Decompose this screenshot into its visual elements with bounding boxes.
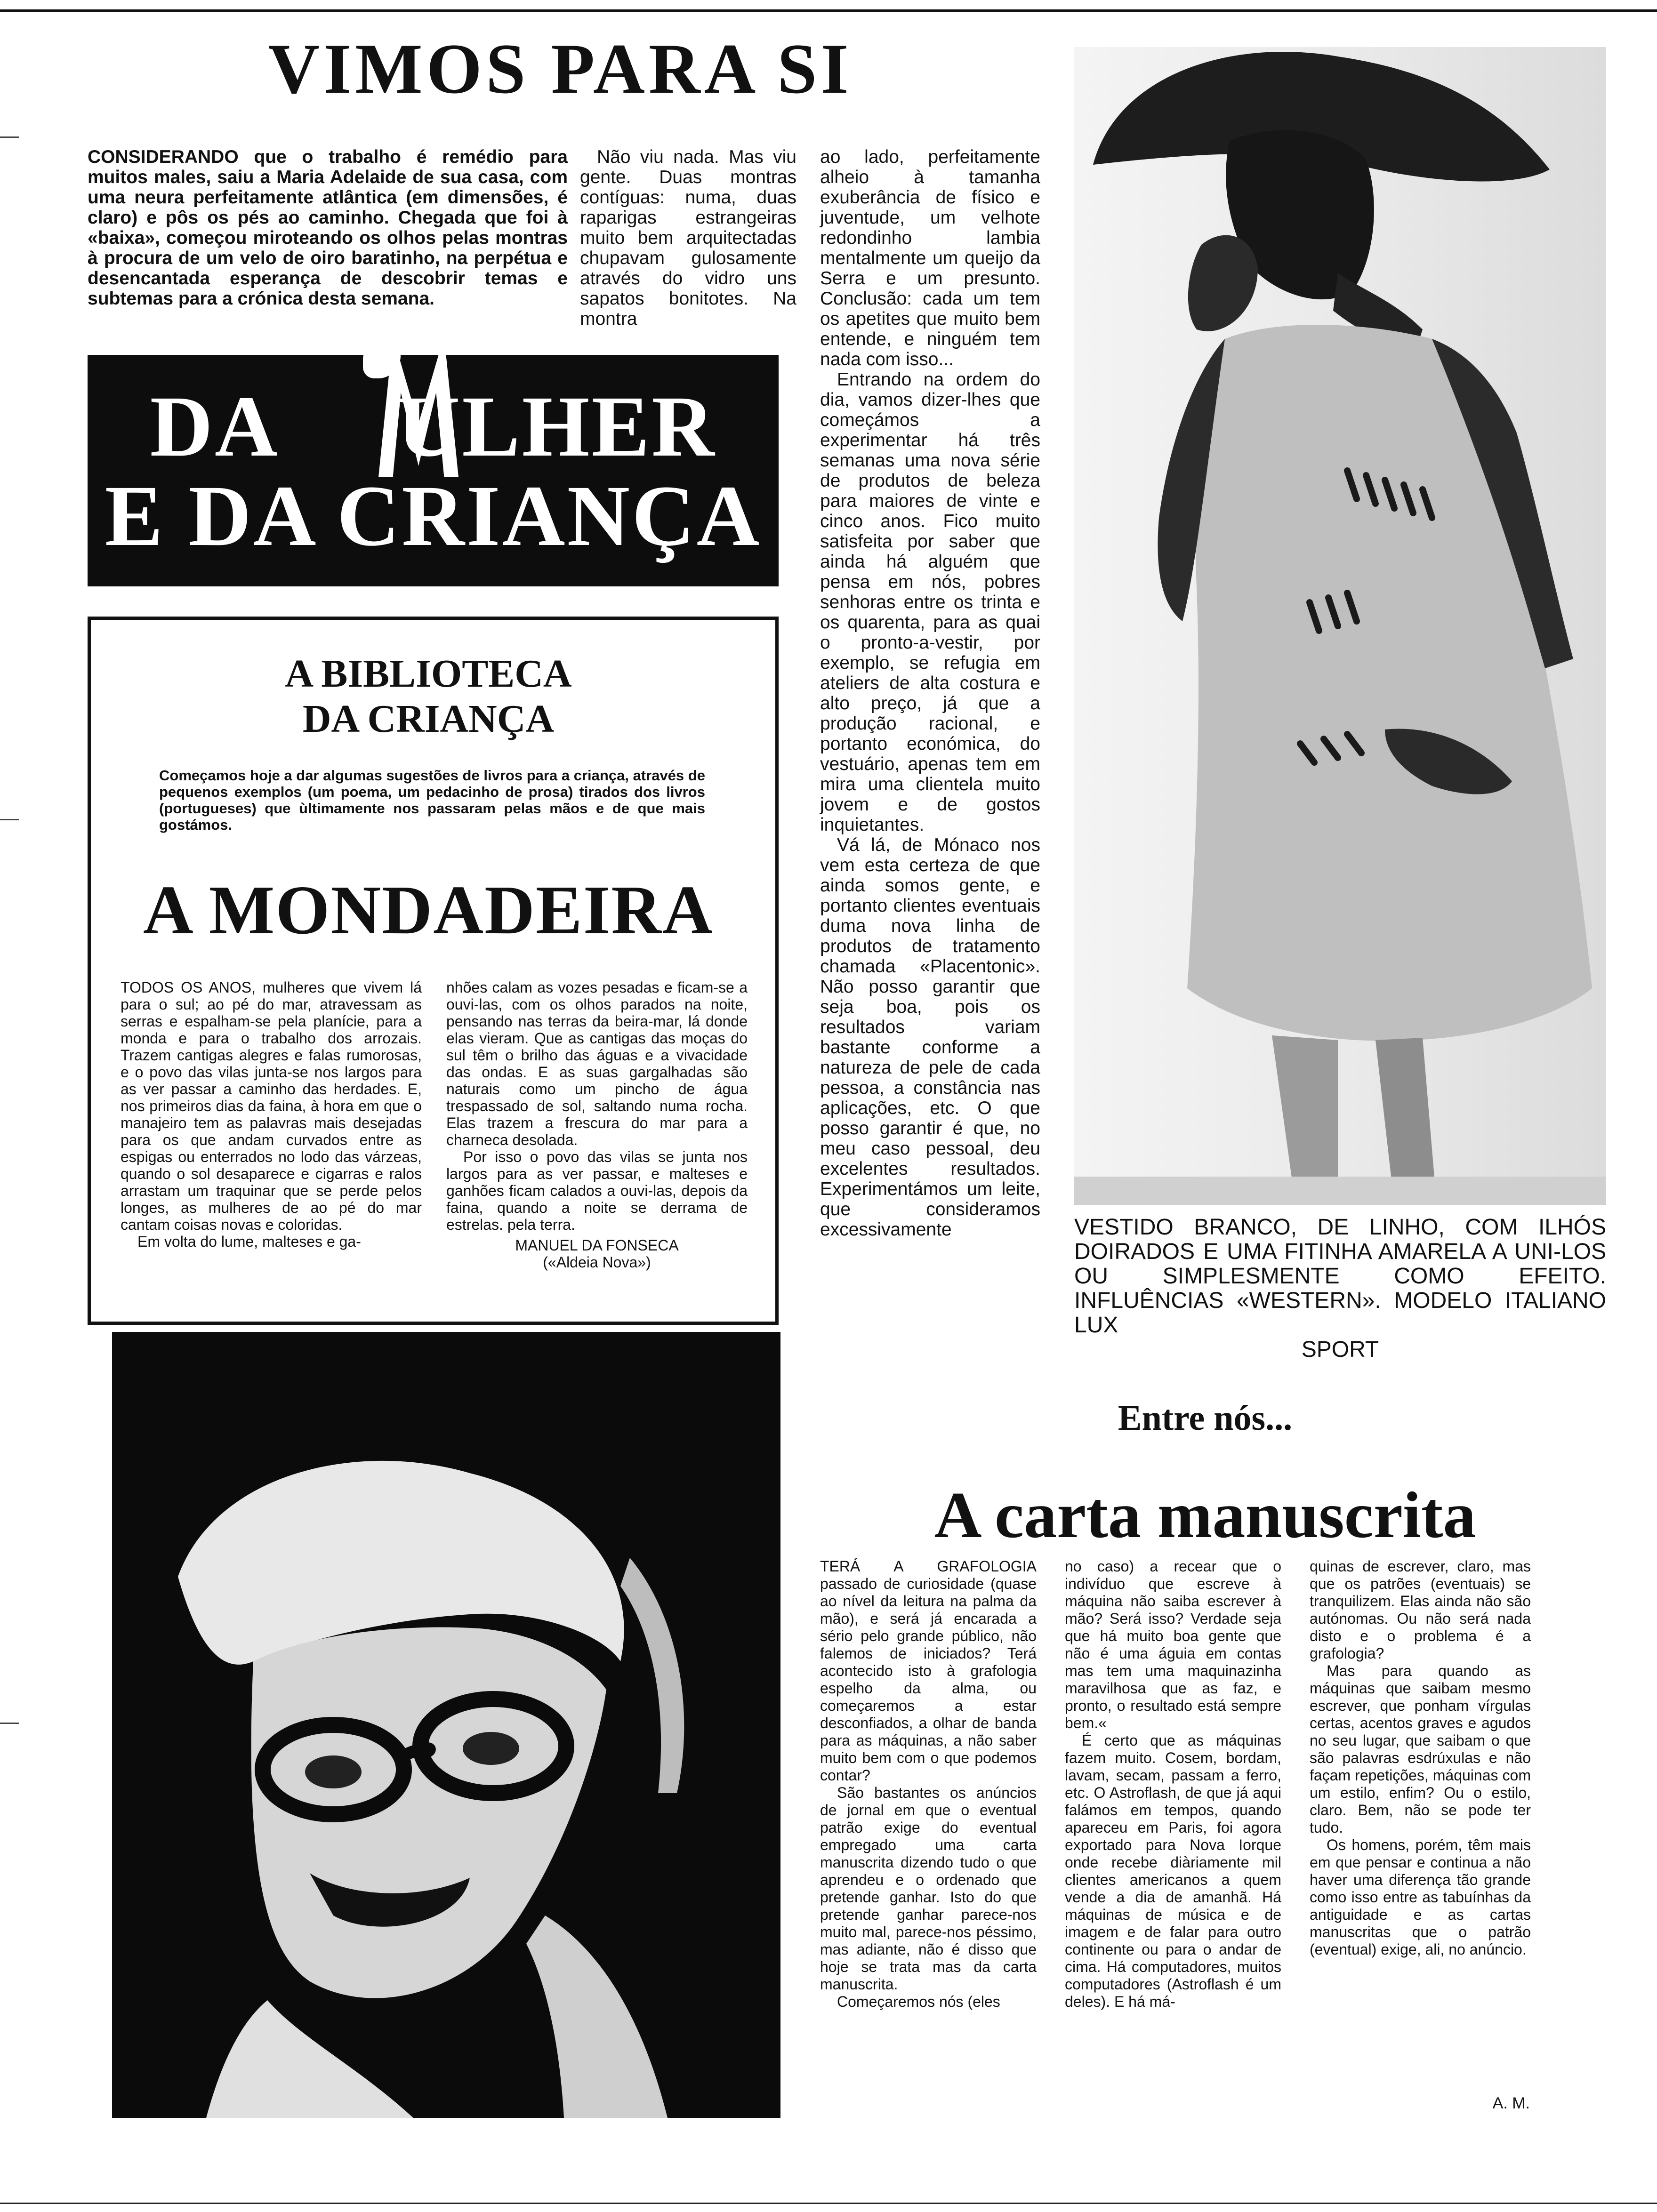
caption-text: VESTIDO BRANCO, DE LINHO, COM ILHÓS DOIRADOS E UMA FITINHA AMARELA A UNI-LOS OU SIMPLESMENTE COMO EFEITO. INFLUÊNCIAS «WESTERN». MODELO ITALIANO LUX — [1074, 1215, 1606, 1338]
intro-text: que o trabalho é remédio para muitos males, saiu a Maria Adelaide de sua casa, com uma neura perfeitamente atlântica (em dimensões, é claro) e pôs os pés ao caminho. Chegada que foi à «baixa», começou miroteando os olhos pelas montras à procura de um velo de oiro baratinho, na perpétua e desencantada esperança de descobrir temas e subtemas para a crónica desta semana. — [88, 147, 568, 309]
fashion-photo-image — [1074, 47, 1606, 1205]
section-kicker: Entre nós... — [1118, 1398, 1293, 1438]
biblioteca-title-line-1: A BIBLIOTECA — [285, 652, 572, 696]
column-3-paragraph: ao lado, perfeitamente alheio à tamanha exuberância de físico e juventude, um velhote redondinho lambia mentalmente um queijo da Serra e um presunto. Conclusão: cada um tem os apetites que muito bem entende, e ninguém tem nada com isso... — [820, 147, 1040, 369]
intro-lead: CONSIDERANDO — [88, 147, 239, 167]
banner-line-2: E DA CRIANÇA — [105, 468, 762, 564]
biblioteca-title-line-2: DA CRIANÇA — [302, 697, 555, 741]
child-photo-image — [112, 1332, 780, 2118]
mondadeira-paragraph: nhões calam as vozes pesadas e ficam-se a ouvi-las, com os olhos parados na noite, pensando nas terras da beira-mar, lá donde elas vieram. Que as cantigas das moças do sul têm o brilho das águas e a vivacidade das ondas. E as suas gargalhadas são naturais como um pincho de água trespassado de sol, saltando numa rocha. Elas trazem a frescura do mar para a charneca desolada. — [446, 979, 748, 1148]
carta-paragraph: quinas de escrever, claro, mas que os patrões (eventuais) se tranquilizem. Elas ainda não são autónomas. Ou não será nada disto e o problema é a grafologia? — [1310, 1558, 1531, 1662]
column-3-paragraph: Entrando na ordem do dia, vamos dizer-lhes que começámos a experimentar há três semanas uma nova série de produtos de beleza para maiores de vinte e cinco anos. Fico muito satisfeita por saber que ainda há alguém que pensa em nós, pobres senhoras entre os trinta e os quarenta, para as quai o pronto-a-vestir, por exemplo, se refugia em ateliers de alta costura e alto preço, já que a produção racional, e portanto económica, do vestuário, apenas tem em mira uma clientela muito jovem e de gostos inquietantes. — [820, 369, 1040, 835]
mondadeira-paragraph: Por isso o povo das vilas se junta nos largos para as ver passar, e malteses e ganhões ficam calados a ouvi-las, depois da faina, quando a noite se derrama de estrelas. pela terra. — [446, 1148, 748, 1233]
edge-mark — [0, 1723, 19, 1724]
carta-column-1 — [820, 1558, 1037, 2011]
headline: VIMOS PARA SI — [268, 29, 853, 108]
carta-paragraph: É certo que as máquinas fazem muito. Cosem, bordam, lavam, secam, passam a ferro, etc. O Astroflash, de que já aqui falámos em tempos, quando apareceu em Paris, foi agora exportado para Nova Iorque onde recebe diàriamente mil clientes americanos a quem vende a dia de amanhã. Há máquinas de música e de imagem e de falar para outro continente ou para o andar de cima. Há computadores, muitos computadores (Astroflash é um deles). E há má- — [1065, 1732, 1281, 2010]
mondadeira-column-2 — [446, 979, 748, 1271]
top-rule — [0, 9, 1657, 12]
article-signature: A. M. — [1492, 2094, 1530, 2112]
column-3 — [820, 147, 1040, 1240]
mondadeira-author: MANUEL DA FONSECA — [515, 1237, 679, 1254]
banner-line-1 — [88, 378, 779, 475]
carta-paragraph: Mas para quando as máquinas que saibam mesmo escrever, que ponham vírgulas certas, acentos graves e agudos no seu lugar, que saibam o que são palavras esdrúxulas e não façam repetições, máquinas com um estilo, enfim? Ou o estilo, claro. Bem, não se pode ter tudo. — [1310, 1662, 1531, 1836]
biblioteca-title — [141, 651, 716, 742]
carta-paragraph: Os homens, porém, têm mais em que pensar e continua a não haver uma diferença tão grande como isso entre as tabuínhas da antiguidade e as cartas manuscritas que o patrão (eventual) exige, ali, no anúncio. — [1310, 1836, 1531, 1958]
child-photo — [112, 1332, 780, 2118]
banner-da: DA — [150, 378, 280, 475]
carta-paragraph: no caso) a recear que o indivíduo que escreve à máquina não saiba escrever à mão? Será isso? Verdade seja que há muito boa gente que não é uma águia em contas mas tem uma maquinazinha maravilhosa que as faz, e pronto, o resultado está sempre bem.« — [1065, 1558, 1281, 1731]
photo-caption — [1074, 1215, 1606, 1362]
fashion-photo — [1074, 47, 1606, 1205]
edge-mark — [0, 819, 19, 820]
column-3-paragraph: Vá lá, de Mónaco nos vem esta certeza de que ainda somos gente, e portanto clientes eventuais duma nova linha de produtos de tratamento chamada «Placentonic». Não posso garantir que seja boa, pois os resultados variam bastante conforme a natureza de pele de cada pessoa, a constância nas aplicações, etc. O que posso garantir é que, no meu caso pessoal, deu excelentes resultados. Experimentámos um leite, que consideramos excessivamente — [820, 835, 1040, 1240]
carta-paragraph: São bastantes os anúncios de jornal em que o eventual patrão exige do eventual empregado uma carta manuscrita dizendo tudo o que aprendeu e o ordenado que pretende ganhar. Isto do que pretende ganhar parece-nos muito mal, parece-nos péssimo, mas adiante, não é disso que hoje se trata mas da carta manuscrita. — [820, 1784, 1037, 1993]
mondadeira-column-1 — [121, 979, 422, 1250]
carta-column-3 — [1310, 1558, 1531, 1958]
intro-column — [88, 147, 568, 309]
edge-mark — [0, 136, 19, 138]
banner-ulher: ULHER — [397, 378, 716, 475]
carta-column-2 — [1065, 1558, 1281, 2011]
column-2 — [580, 147, 796, 329]
mondadeira-paragraph: TODOS OS ANOS, mulheres que vivem lá para o sul; ao pé do mar, atravessam as serras e espalham-se pela planície, para a monda e para o trabalho dos arrozais. Trazem cantigas alegres e falas rumorosas, e o povo das vilas junta-se nos largos para as ver passar a caminho das herdades. E, nos primeiros dias da faina, à hora em que o manajeiro tem as palavras mais desejadas para os que andam curvados entre as espigas ou enterrados no lodo das várzeas, quando o sol desaparece e cigarras e ralos arrastam um traquinar que se perde pelos longes, as mulheres de ao pé do mar cantam coisas novas e coloridas. — [121, 979, 422, 1233]
carta-paragraph: Começaremos nós (eles — [837, 1993, 1000, 2010]
carta-paragraph: TERÁ A GRAFOLOGIA passado de curiosidade (quase ao nível da leitura na palma da mão), e será já encarada a sério pelo grande público, não falemos de iniciados? Terá acontecido isto à grafologia espelho da alma, ou começaremos a estar desconfiados, a olhar de banda para as máquinas, a não saber muito bem com o que podemos contar? — [820, 1558, 1037, 1784]
mondadeira-source: («Aldeia Nova») — [543, 1254, 651, 1271]
mondadeira-title: A MONDADEIRA — [143, 872, 714, 949]
mondadeira-paragraph: Em volta do lume, malteses e ga- — [137, 1233, 361, 1250]
section-banner — [88, 355, 779, 586]
caption-last-line: SPORT — [1301, 1337, 1379, 1362]
biblioteca-intro: Começamos hoje a dar algumas sugestões de livros para a criança, através de pequenos exemplos (um poema, um pedacinho de prosa) tirados dos livros (portugueses) que ùltimamente nos passaram pelas mãos e de que mais gostámos. — [159, 767, 705, 833]
bottom-rule — [0, 2203, 1657, 2204]
article-title: A carta manuscrita — [934, 1479, 1476, 1552]
column-2-text: Não viu nada. Mas viu gente. Duas montras contíguas: numa, duas raparigas estrangeiras muito bem arquitectadas chupavam gulosamente através do vidro uns sapatos bonitotes. Na montra — [580, 147, 796, 329]
